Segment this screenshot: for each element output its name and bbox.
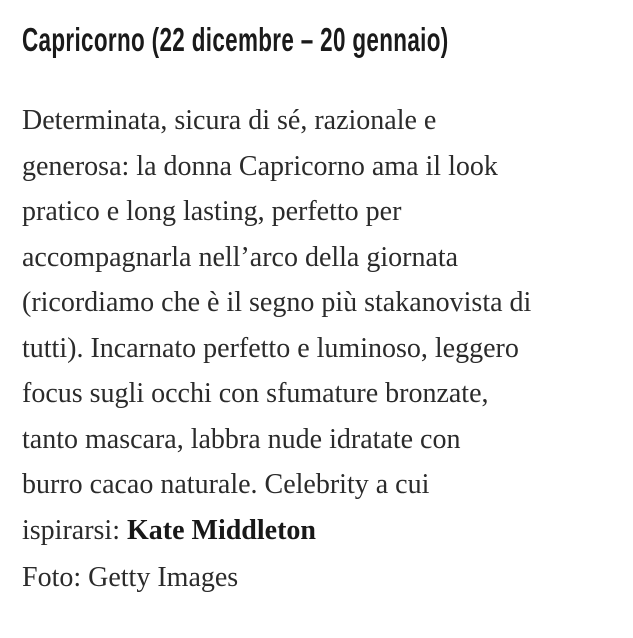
body-line: accompagnarla nell’arco della giornata [22,241,459,273]
body-line: generosa: la donna Capricorno ama il look [22,150,498,182]
body-line: focus sugli occhi con sfumature bronzate, [22,378,489,409]
body-line: tutti). Incarnato perfetto e luminoso, leggero [22,332,519,364]
body-line: burro cacao naturale. Celebrity a cui [22,469,430,500]
inspiration-prefix: ispirarsi: [22,514,127,546]
body-line: pratico e long lasting, perfetto per [22,196,402,227]
article-heading: Capricorno (22 dicembre – 20 gennaio) [22,21,449,58]
body-line: (ricordiamo che è il segno più stakanovista di [22,287,532,318]
photo-credit: Foto: Getty Images [22,562,239,593]
celebrity-name: Kate Middleton [127,514,316,546]
inspiration-line [22,508,615,554]
body-line: tanto mascara, labbra nude idratate con [22,423,461,455]
article-body [22,98,615,601]
body-line: Determinata, sicura di sé, razionale e [22,105,437,136]
